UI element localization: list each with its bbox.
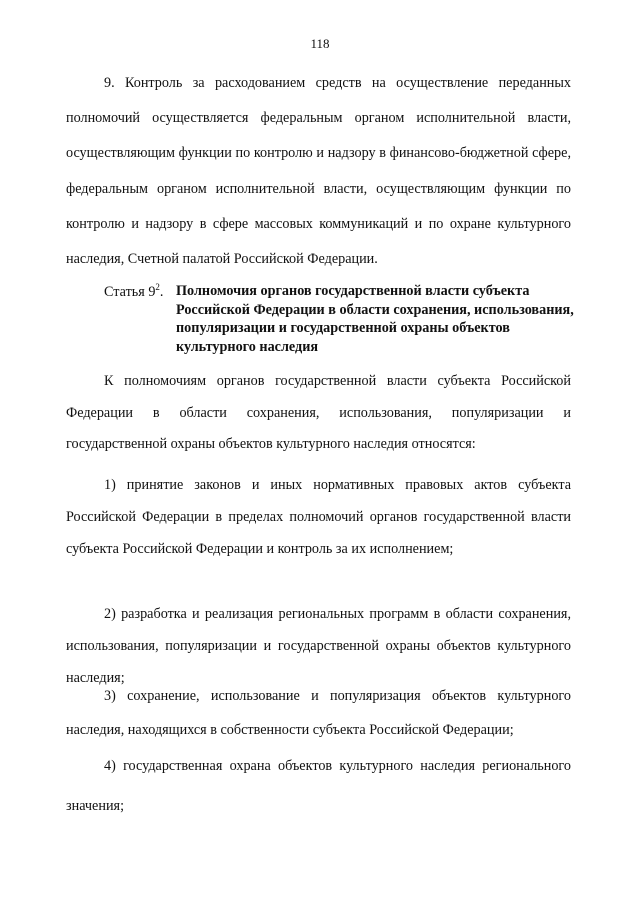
article-label-text: Статья 9 — [104, 284, 156, 300]
paragraph-9: 9. Контроль за расходованием средств на осуществление переданных полномочий осуществляется федеральным органом исполнительной власти, осуществляющим функции по контролю и надзору в финансово-бюджетной сфере, федеральным органом исполнительной власти, осуществляющим функции по контролю и надзору в сфере массовых коммуникаций и по охране культурного наследия, Счетной палатой Российской Федерации. — [66, 75, 571, 268]
article-label-suffix: . — [159, 284, 164, 300]
list-item-4: 4) государственная охрана объектов культурного наследия регионального значения; — [66, 758, 571, 814]
list-item-3: 3) сохранение, использование и популяризация объектов культурного наследия, находящихся в собственности субъекта Российской Федерации; — [66, 688, 571, 738]
article-label — [104, 282, 163, 301]
list-item-2: 2) разработка и реализация региональных программ в области сохранения, использования, популяризации и государственной охраны объектов культурного наследия; — [66, 606, 571, 686]
list-item-1: 1) принятие законов и иных нормативных правовых актов субъекта Российской Федерации в пределах полномочий органов государственной власти субъекта Российской Федерации и контроль за их исполнением; — [66, 477, 571, 557]
article-title: Полномочия органов государственной власти субъекта Российской Федерации в области сохранения, использования, популяризации и государственной охраны объектов культурного наследия — [176, 283, 574, 355]
intro-paragraph: К полномочиям органов государственной власти субъекта Российской Федерации в области сохранения, использования, популяризации и государственной охраны объектов культурного наследия относятся: — [66, 373, 571, 452]
article-label-superscript: 2 — [155, 282, 160, 292]
page-number: 118 — [310, 36, 330, 51]
